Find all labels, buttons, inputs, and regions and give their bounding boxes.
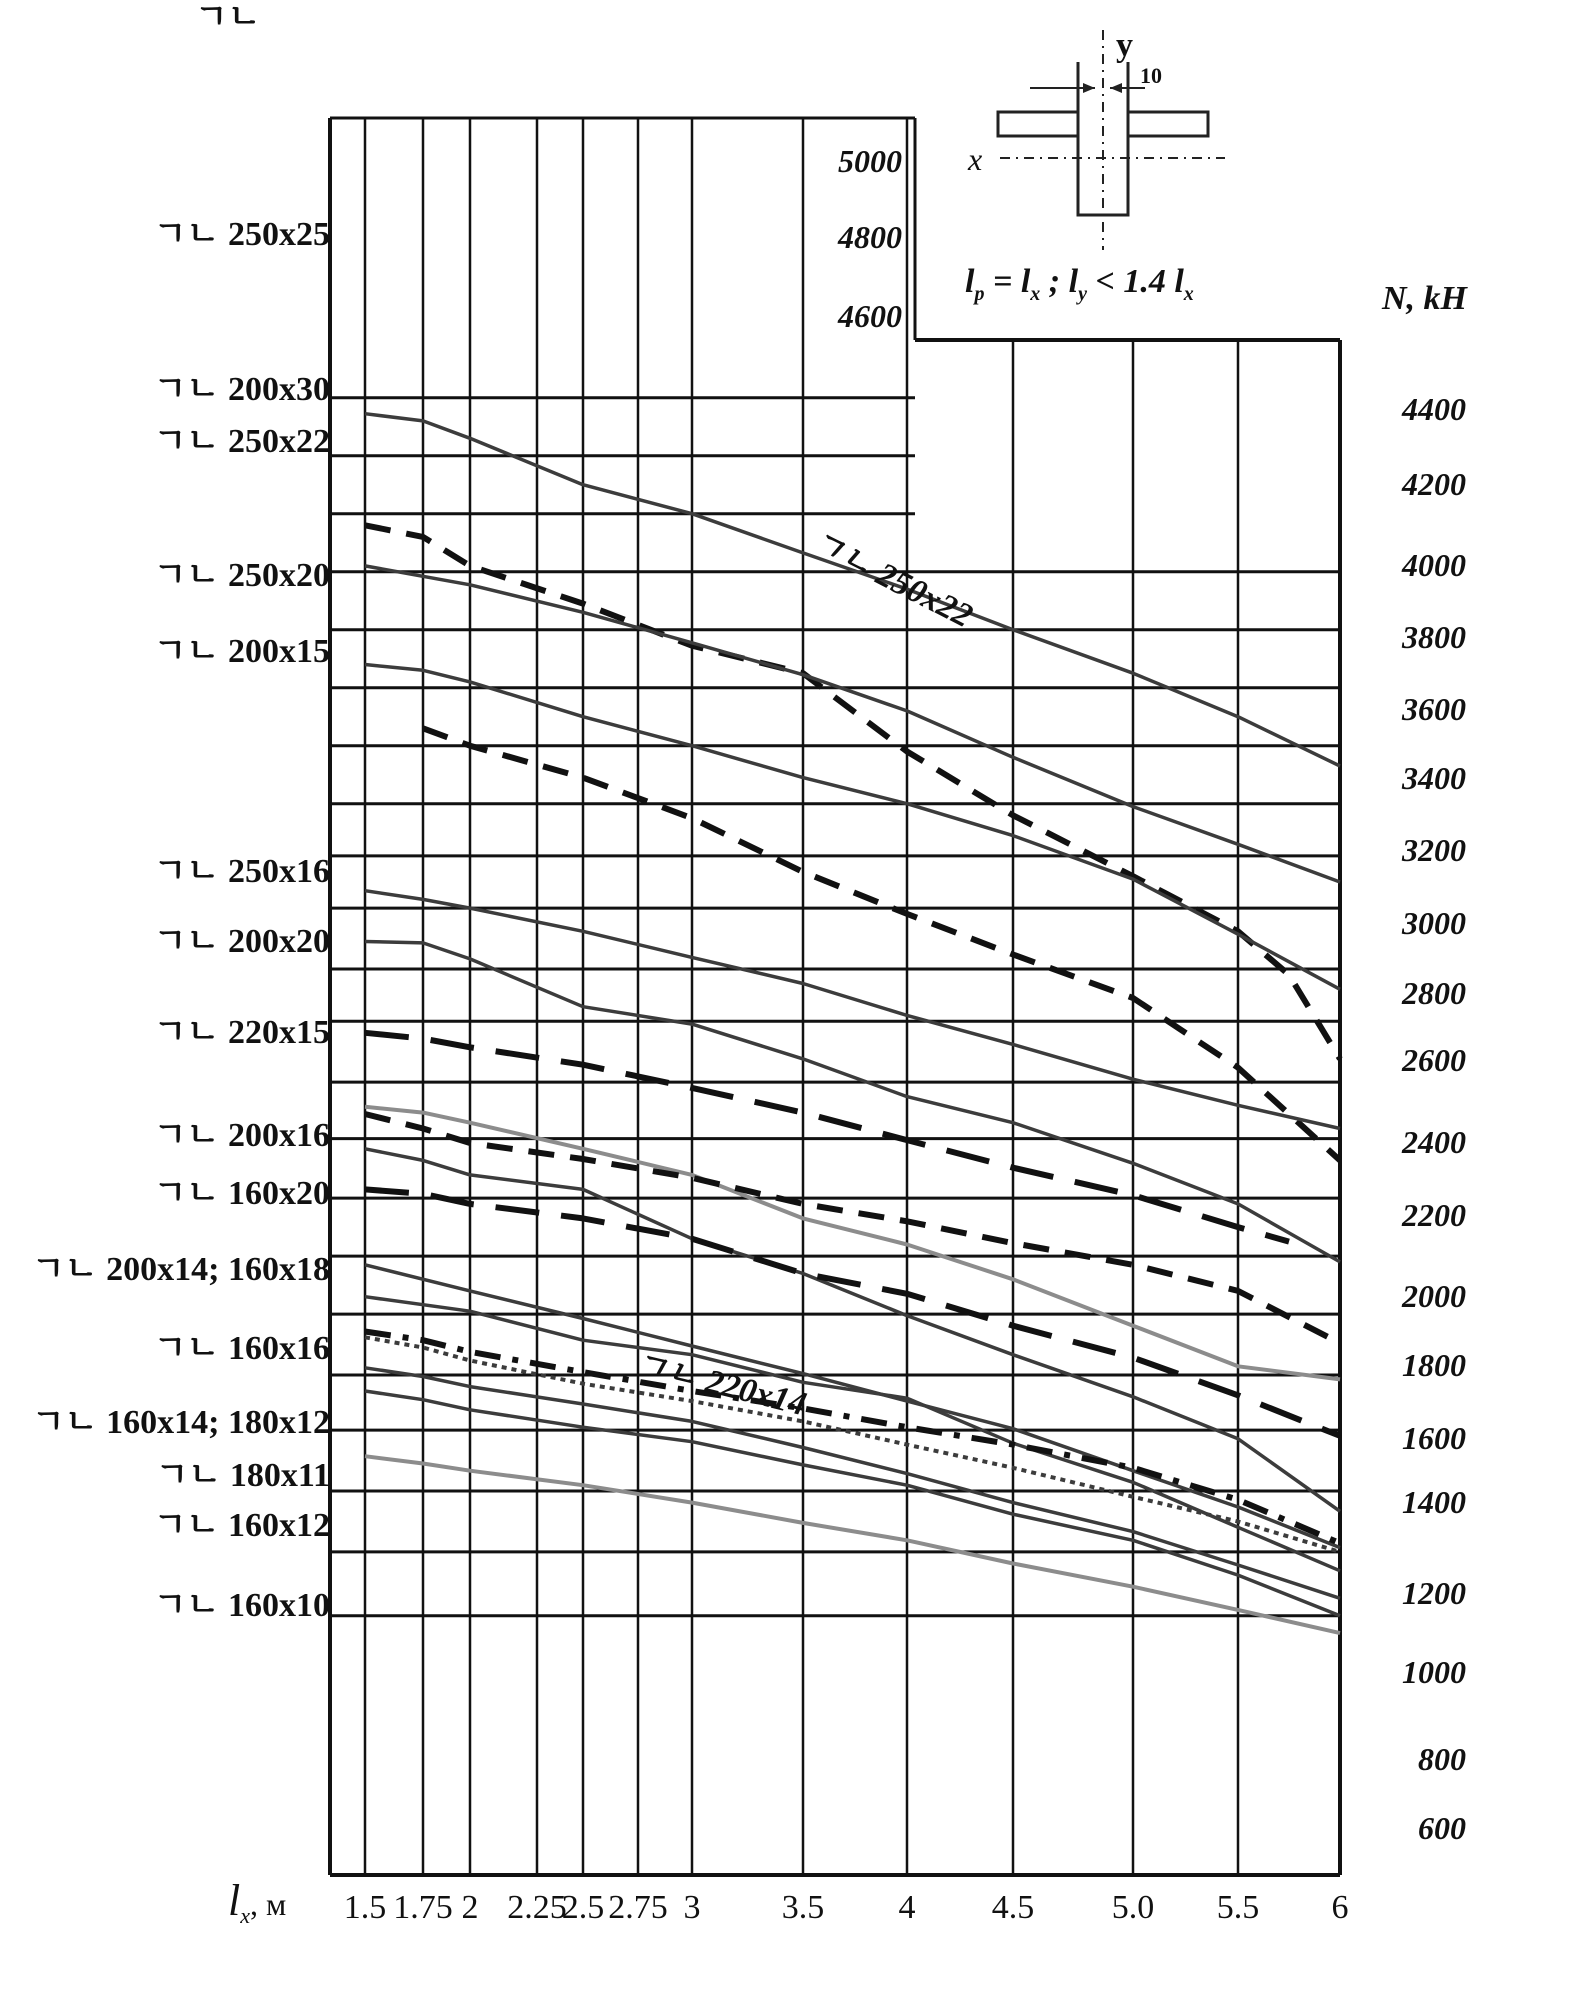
- formula-subscript: y: [1078, 283, 1087, 305]
- left-label: ㄱㄴ 200x15: [153, 633, 330, 670]
- x-axis-label: [228, 1876, 286, 1928]
- left-label: ㄱㄴ 250x16: [153, 853, 330, 890]
- y-tick-label-top: 4800: [838, 219, 902, 255]
- series-line-160x20: [365, 1149, 1340, 1512]
- left-label: ㄱㄴ 200x30: [153, 371, 330, 408]
- y-tick-label: 2600: [1402, 1042, 1466, 1078]
- x-axis-label-l: l: [228, 1876, 241, 1925]
- x-tick-label: 1.5: [343, 1889, 387, 1926]
- top-marker-text: ㄱㄴ: [195, 0, 261, 36]
- x-tick-label: 5.5: [1216, 1889, 1260, 1926]
- left-label: ㄱㄴ 250x22: [153, 423, 330, 460]
- x-tick-label: 2.25: [507, 1889, 567, 1926]
- left-label: ㄱㄴ 250x20: [153, 557, 330, 594]
- y-tick-label: 600: [1418, 1810, 1466, 1846]
- x-tick-label: 6: [1331, 1889, 1349, 1926]
- y-tick-label-top: 4600: [838, 298, 902, 334]
- left-label: ㄱㄴ 250x25: [153, 216, 330, 253]
- y-tick-label: 3400: [1402, 760, 1466, 796]
- left-label: ㄱㄴ 160x12: [153, 1507, 330, 1544]
- left-label: ㄱㄴ 200x16: [153, 1117, 330, 1154]
- y-tick-label: 4400: [1402, 391, 1466, 427]
- x-tick-label: 1.75: [393, 1889, 453, 1926]
- x-tick-labels-group: [344, 1889, 1349, 1926]
- x-tick-label: 4.5: [991, 1889, 1035, 1926]
- x-tick-label: 5.0: [1111, 1889, 1155, 1926]
- left-label: ㄱㄴ 160x14; 180x12: [31, 1404, 330, 1441]
- series-line-180x12: [365, 1332, 1340, 1544]
- series-line-200x14: [365, 1114, 1340, 1343]
- series-line-200x20: [365, 942, 1340, 1262]
- x-tick-label: 2.75: [608, 1889, 668, 1926]
- left-label: ㄱㄴ 200x20: [153, 923, 330, 960]
- left-label: ㄱㄴ 180x11: [155, 1457, 330, 1494]
- y-tick-label: 1800: [1402, 1347, 1466, 1383]
- y-tick-label-top: 5000: [838, 143, 902, 179]
- series-line-180x11: [365, 1337, 1340, 1552]
- y-tick-label: 3800: [1402, 619, 1466, 655]
- y-tick-label: 800: [1418, 1741, 1466, 1777]
- y-tick-label: 1200: [1402, 1575, 1466, 1611]
- annotation-250x22: ㄱㄴ 250x22: [804, 522, 979, 636]
- series-line-160x10: [365, 1456, 1340, 1633]
- chart-series-group: [365, 414, 1340, 1633]
- y-tick-label: 4200: [1402, 466, 1466, 502]
- y-tick-label: 3600: [1402, 691, 1466, 727]
- x-tick-label: 3: [683, 1889, 701, 1926]
- formula-part: l: [1174, 263, 1184, 300]
- x-tick-label: 2: [461, 1889, 479, 1926]
- series-line-250x22: [365, 566, 1340, 882]
- formula-text: [965, 263, 1194, 305]
- y-axis-label: N, kH: [1382, 280, 1467, 317]
- formula-subscript: p: [974, 283, 985, 305]
- y-tick-label: 2400: [1402, 1124, 1466, 1160]
- series-line-160x12: [365, 1368, 1340, 1599]
- y-tick-label: 3000: [1402, 905, 1466, 941]
- x-axis-label-unit: , м: [250, 1886, 287, 1922]
- y-tick-label: 1600: [1402, 1420, 1466, 1456]
- formula-part: l: [1068, 263, 1079, 300]
- right-tick-labels-group: [1401, 391, 1466, 1846]
- series-line-160x12b: [365, 1391, 1340, 1616]
- formula-part: =: [984, 263, 1021, 300]
- annotation-220x14: ㄱㄴ 220x14: [630, 1344, 810, 1424]
- left-label: ㄱㄴ 160x20: [153, 1175, 330, 1212]
- diagram-dimension-label: 10: [1140, 63, 1162, 88]
- series-line-200x30: [365, 525, 1340, 1059]
- y-tick-label: 2200: [1402, 1197, 1466, 1233]
- diagram-x-label: x: [968, 141, 983, 177]
- formula-part: < 1.4: [1086, 263, 1175, 300]
- x-tick-label: 4: [898, 1889, 916, 1926]
- series-line-160x16: [365, 1265, 1340, 1548]
- x-axis-label-sub: x: [240, 1903, 250, 1928]
- formula-subscript: x: [1030, 283, 1041, 305]
- x-tick-label: 2.5: [561, 1889, 605, 1926]
- cross-section-icon: [998, 30, 1225, 250]
- left-label: ㄱㄴ 200x14; 160x18: [31, 1251, 330, 1288]
- y-tick-label: 4000: [1402, 547, 1466, 583]
- y-tick-label: 2800: [1402, 975, 1466, 1011]
- left-label: ㄱㄴ 160x10: [153, 1587, 330, 1624]
- left-label: ㄱㄴ 220x15: [153, 1014, 330, 1051]
- series-line-250x16: [365, 891, 1340, 1129]
- left-labels-group: [32, 216, 330, 1624]
- formula-part: l: [1020, 263, 1031, 300]
- y-tick-label: 1000: [1402, 1654, 1466, 1690]
- formula-part: ;: [1040, 263, 1069, 300]
- diagram-y-label: y: [1116, 27, 1133, 64]
- y-tick-label: 3200: [1402, 832, 1466, 868]
- top-tick-labels-group: [837, 143, 902, 334]
- left-label: ㄱㄴ 160x16: [153, 1330, 330, 1367]
- y-tick-label: 2000: [1402, 1278, 1466, 1314]
- chart-grid: [330, 118, 1340, 1875]
- x-tick-label: 3.5: [781, 1889, 825, 1926]
- formula-part: l: [965, 263, 975, 300]
- formula-subscript: x: [1183, 283, 1194, 305]
- y-tick-label: 1400: [1402, 1484, 1466, 1520]
